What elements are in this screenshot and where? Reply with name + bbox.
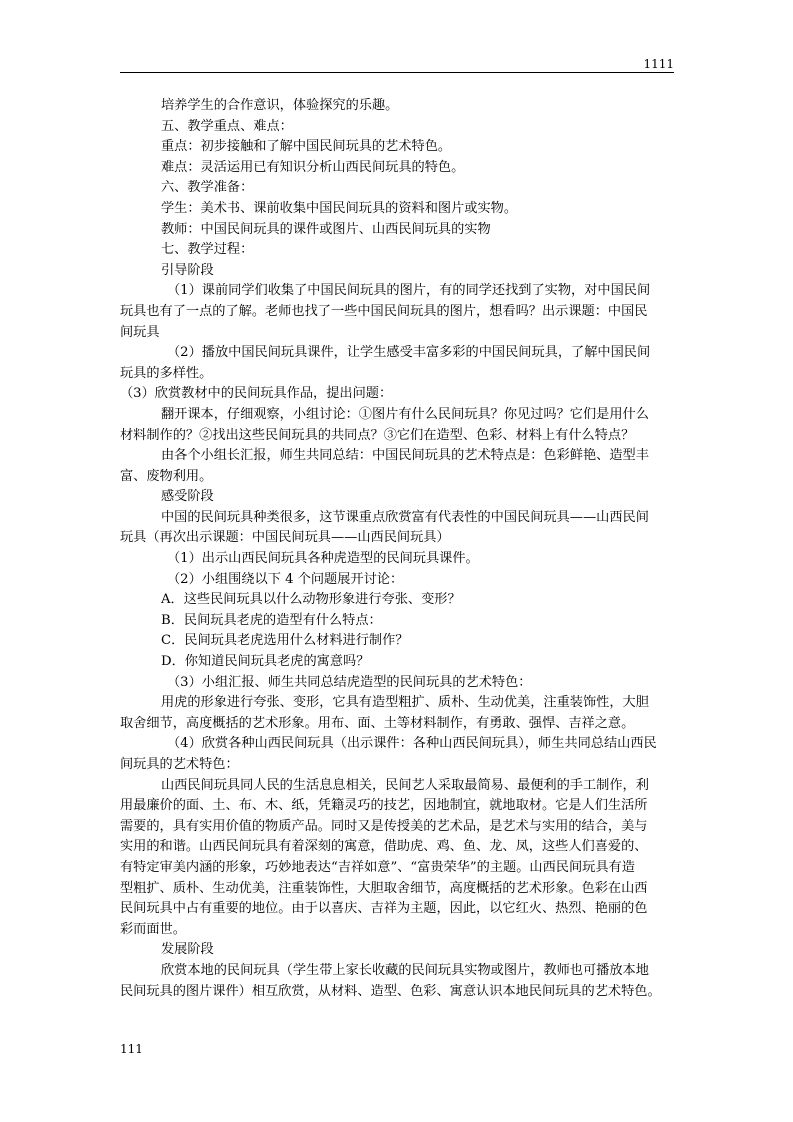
text-line: 用虎的形象进行夸张、变形，它具有造型粗扩、质朴、生动优美，注重装饰性，大胆	[161, 695, 649, 711]
section-heading: 六、教学准备：	[161, 180, 254, 196]
section-heading: 五、教学重点、难点：	[161, 118, 293, 134]
text-line: 有特定审美内涵的形象，巧妙地表达“吉祥如意”、“富贵荣华”的主题。山西民间玩具有造	[120, 859, 635, 875]
text-line: （4）欣赏各种山西民间玩具（出示课件：各种山西民间玩具），师生共同总结山西民	[167, 736, 657, 752]
text-line: 玩具也有了一点的了解。老师也找了一些中国民间玩具的图片，想看吗？出示课题：中国民	[120, 303, 648, 319]
header-rule	[120, 72, 674, 73]
text-line: 教师：中国民间玩具的课件或图片、山西民间玩具的实物	[161, 221, 491, 237]
text-line: （3）欣赏教材中的民间玩具作品，提出问题：	[120, 386, 393, 402]
text-line: （1）课前同学们收集了中国民间玩具的图片，有的同学还找到了实物，对中国民间	[167, 283, 651, 299]
text-line: （1）出示山西民间玩具各种虎造型的民间玩具课件。	[167, 551, 479, 567]
text-line: 用最廉价的面、土、布、木、纸，凭籍灵巧的技艺，因地制宜，就地取材。它是人们生活所	[120, 798, 648, 814]
text-line: 欣赏本地的民间玩具（学生带上家长收藏的民间玩具实物或图片，教师也可播放本地	[161, 962, 649, 978]
question-item: A．这些民间玩具以什么动物形象进行夸张、变形？	[161, 592, 461, 608]
document-body	[120, 96, 676, 1002]
text-line: （2）播放中国民间玩具课件，让学生感受丰富多彩的中国民间玩具，了解中国民间	[167, 345, 651, 361]
text-line: 富、废物利用。	[120, 468, 213, 484]
text-line: 难点：灵活运用已有知识分析山西民间玩具的特色。	[161, 159, 465, 175]
question-item: C．民间玩具老虎选用什么材料进行制作？	[161, 633, 409, 649]
text-line: 民间玩具的图片课件）相互欣赏，从材料、造型、色彩、寓意认识本地民间玩具的艺术特色。	[120, 983, 661, 999]
text-line: 翻开课本，仔细观察，小组讨论：①图片有什么民间玩具？你见过吗？它们是用什么	[161, 406, 649, 422]
text-line: 需要的，具有实用价值的物质产品。同时又是传授美的艺术品，是艺术与实用的结合，美与	[120, 818, 648, 834]
text-line: 玩具（再次出示课题：中国民间玩具——山西民间玩具）	[120, 530, 450, 546]
text-line: （2）小组围绕以下 4 个问题展开讨论：	[167, 571, 404, 587]
text-line: 学生：美术书、课前收集中国民间玩具的资料和图片或实物。	[161, 200, 518, 216]
header-page-number: 1111	[643, 57, 674, 71]
question-item: B．民间玩具老虎的造型有什么特点：	[161, 612, 382, 628]
text-line: 民间玩具中占有重要的地位。由于以喜庆、吉祥为主题，因此，以它红火、热烈、艳丽的色	[120, 901, 648, 917]
text-line: 型粗扩、质朴、生动优美，注重装饰性，大胆取舍细节，高度概括的艺术形象。色彩在山西	[120, 880, 648, 896]
question-item: D．你知道民间玩具老虎的寓意吗？	[161, 654, 370, 670]
text-line: 间玩具的艺术特色：	[120, 757, 239, 772]
stage-heading: 感受阶段	[161, 489, 214, 505]
text-line: 培养学生的合作意识，体验探究的乐趣。	[161, 98, 399, 113]
text-line: 玩具的多样性。	[120, 365, 213, 381]
text-line: 材料制作的？②找出这些民间玩具的共同点？③它们在造型、色彩、材料上有什么特点？	[120, 427, 635, 443]
text-line: 由各个小组长汇报，师生共同总结：中国民间玩具的艺术特点是：色彩鲜艳、造型丰	[161, 448, 649, 464]
section-heading: 七、教学过程：	[161, 242, 254, 258]
text-line: 山西民间玩具同人民的生活息息相关，民间艺人采取最简易、最便利的手工制作，利	[161, 777, 649, 793]
text-line: 间玩具	[120, 324, 160, 340]
text-line: 彩而面世。	[120, 921, 186, 937]
text-line: 重点：初步接触和了解中国民间玩具的艺术特色。	[161, 139, 452, 155]
footer-page-number: 111	[120, 1042, 143, 1056]
text-line: （3）小组汇报、师生共同总结虎造型的民间玩具的艺术特色：	[167, 674, 532, 690]
text-line: 中国的民间玩具种类很多，这节课重点欣赏富有代表性的中国民间玩具——山西民间	[161, 509, 649, 525]
stage-heading: 引导阶段	[161, 262, 214, 278]
text-line: 实用的和谐。山西民间玩具有着深刻的寓意，借助虎、鸡、鱼、龙、凤，这些人们喜爱的、	[120, 839, 648, 855]
text-line: 取舍细节，高度概括的艺术形象。用布、面、土等材料制作，有勇敢、强悍、吉祥之意。	[120, 715, 635, 731]
stage-heading: 发展阶段	[161, 942, 214, 958]
